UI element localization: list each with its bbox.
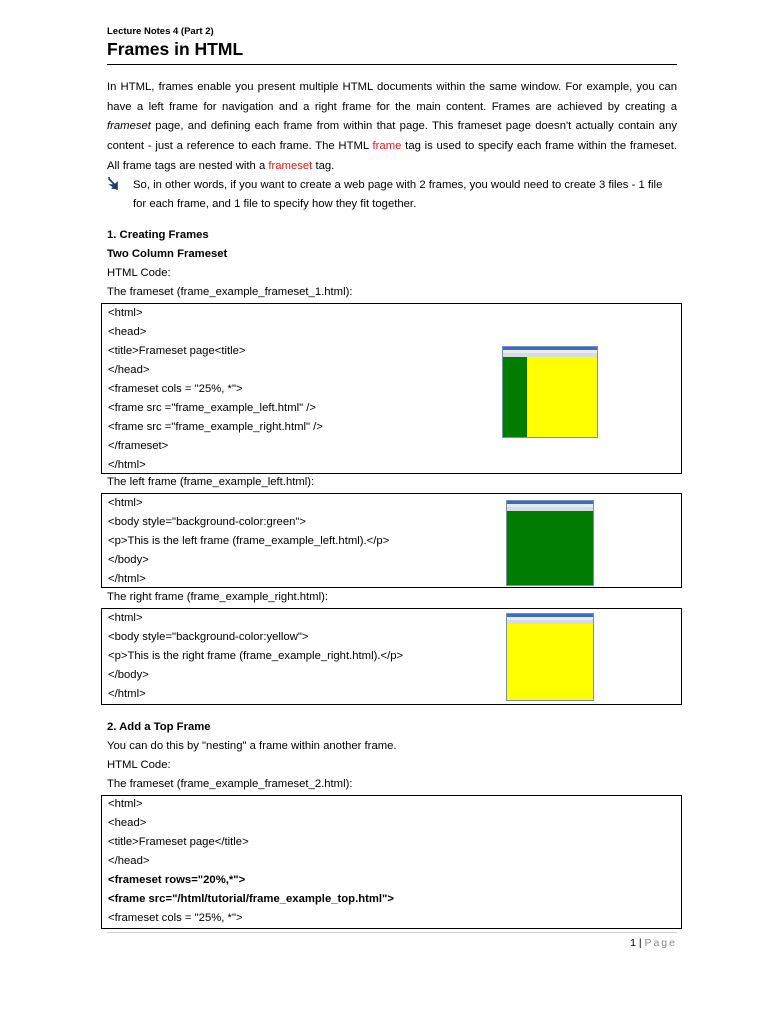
code-line: <p>This is the left frame (frame_example_left.html).</p>: [108, 535, 390, 547]
left-frame-caption: The left frame (frame_example_left.html):: [107, 476, 315, 488]
left-frame-preview: [503, 357, 527, 437]
green-page-preview-screenshot: [506, 500, 594, 586]
code-line: <head>: [108, 817, 147, 829]
code-line: <title>Frameset page</title>: [108, 836, 249, 848]
page-title: Frames in HTML: [107, 39, 244, 59]
code-line: </html>: [108, 688, 146, 700]
intro-paragraph: In HTML, frames enable you present multiple HTML documents within the same window. For example, you can have a left frame for navigation and a right frame for the main content. Frames are achieved by creating a frameset page, and defining each frame from within that page. This frameset page doesn't actually contain any content - just a reference to each frame. The HTML frame tag is used to specify each frame within the frameset. All frame tags are nested with a frameset tag.: [107, 81, 677, 172]
code-line: </html>: [108, 459, 146, 471]
frameset-keyword: frameset: [268, 159, 313, 172]
green-body-preview: [507, 511, 593, 585]
code-line: <title>Frameset page<title>: [108, 345, 246, 357]
frameset-2-code-box: [101, 795, 682, 929]
section-1-heading: 1. Creating Frames: [107, 229, 209, 241]
code-line: </body>: [108, 669, 149, 681]
frameset-1-code-box: [101, 303, 682, 474]
page-number: 1: [630, 937, 636, 949]
footer-separator: |: [635, 937, 645, 949]
code-line: <frame src ="frame_example_right.html" />: [108, 421, 323, 433]
right-frame-caption: The right frame (frame_example_right.html):: [107, 591, 328, 603]
title-divider: [107, 64, 677, 65]
html-code-label-2: HTML Code:: [107, 759, 171, 771]
right-frame-code-box: [101, 608, 682, 705]
code-line: <body style="background-color:green">: [108, 516, 306, 528]
frameset-2-caption: The frameset (frame_example_frameset_2.html):: [107, 778, 353, 790]
code-line: <html>: [108, 798, 143, 810]
code-line: </head>: [108, 855, 150, 867]
code-line: <html>: [108, 612, 143, 624]
code-line: <html>: [108, 307, 143, 319]
frameset-1-caption: The frameset (frame_example_frameset_1.html):: [107, 286, 353, 298]
code-line: <body style="background-color:yellow">: [108, 631, 309, 643]
code-line: <p>This is the right frame (frame_example_right.html).</p>: [108, 650, 404, 662]
code-line: </frameset>: [108, 440, 169, 452]
code-line: <frame src ="frame_example_left.html" />: [108, 402, 316, 414]
yellow-page-preview-screenshot: [506, 613, 594, 701]
section-2-heading: 2. Add a Top Frame: [107, 721, 211, 733]
code-line: <frameset cols = "25%, *">: [108, 912, 243, 924]
arrow-bullet-icon: [107, 176, 121, 190]
section-2-description: You can do this by "nesting" a frame within another frame.: [107, 740, 397, 752]
frame-keyword: frame: [372, 140, 402, 153]
page-footer: [560, 937, 677, 949]
code-line: <head>: [108, 326, 147, 338]
code-line: <frame src="/html/tutorial/frame_example_top.html">: [108, 893, 395, 905]
lecture-subtitle: Lecture Notes 4 (Part 2): [107, 26, 214, 37]
code-line: <html>: [108, 497, 143, 509]
frameset-preview-screenshot: [502, 346, 598, 438]
left-frame-code-box: [101, 493, 682, 588]
bullet-note: [107, 176, 677, 214]
right-frame-preview: [527, 357, 597, 437]
code-line: </body>: [108, 554, 149, 566]
page-word: Page: [644, 937, 677, 949]
two-column-subheading: Two Column Frameset: [107, 248, 228, 260]
code-line: <frameset rows="20%,*">: [108, 874, 246, 886]
bullet-text: So, in other words, if you want to create a web page with 2 frames, you would need to create 3 files - 1 file for each frame, and 1 file to specify how they fit together.: [133, 179, 663, 210]
yellow-body-preview: [507, 624, 593, 700]
code-line: </html>: [108, 573, 146, 585]
code-line: <frameset cols = "25%, *">: [108, 383, 243, 395]
footer-divider: [107, 932, 677, 933]
html-code-label-1: HTML Code:: [107, 267, 171, 279]
code-line: </head>: [108, 364, 150, 376]
